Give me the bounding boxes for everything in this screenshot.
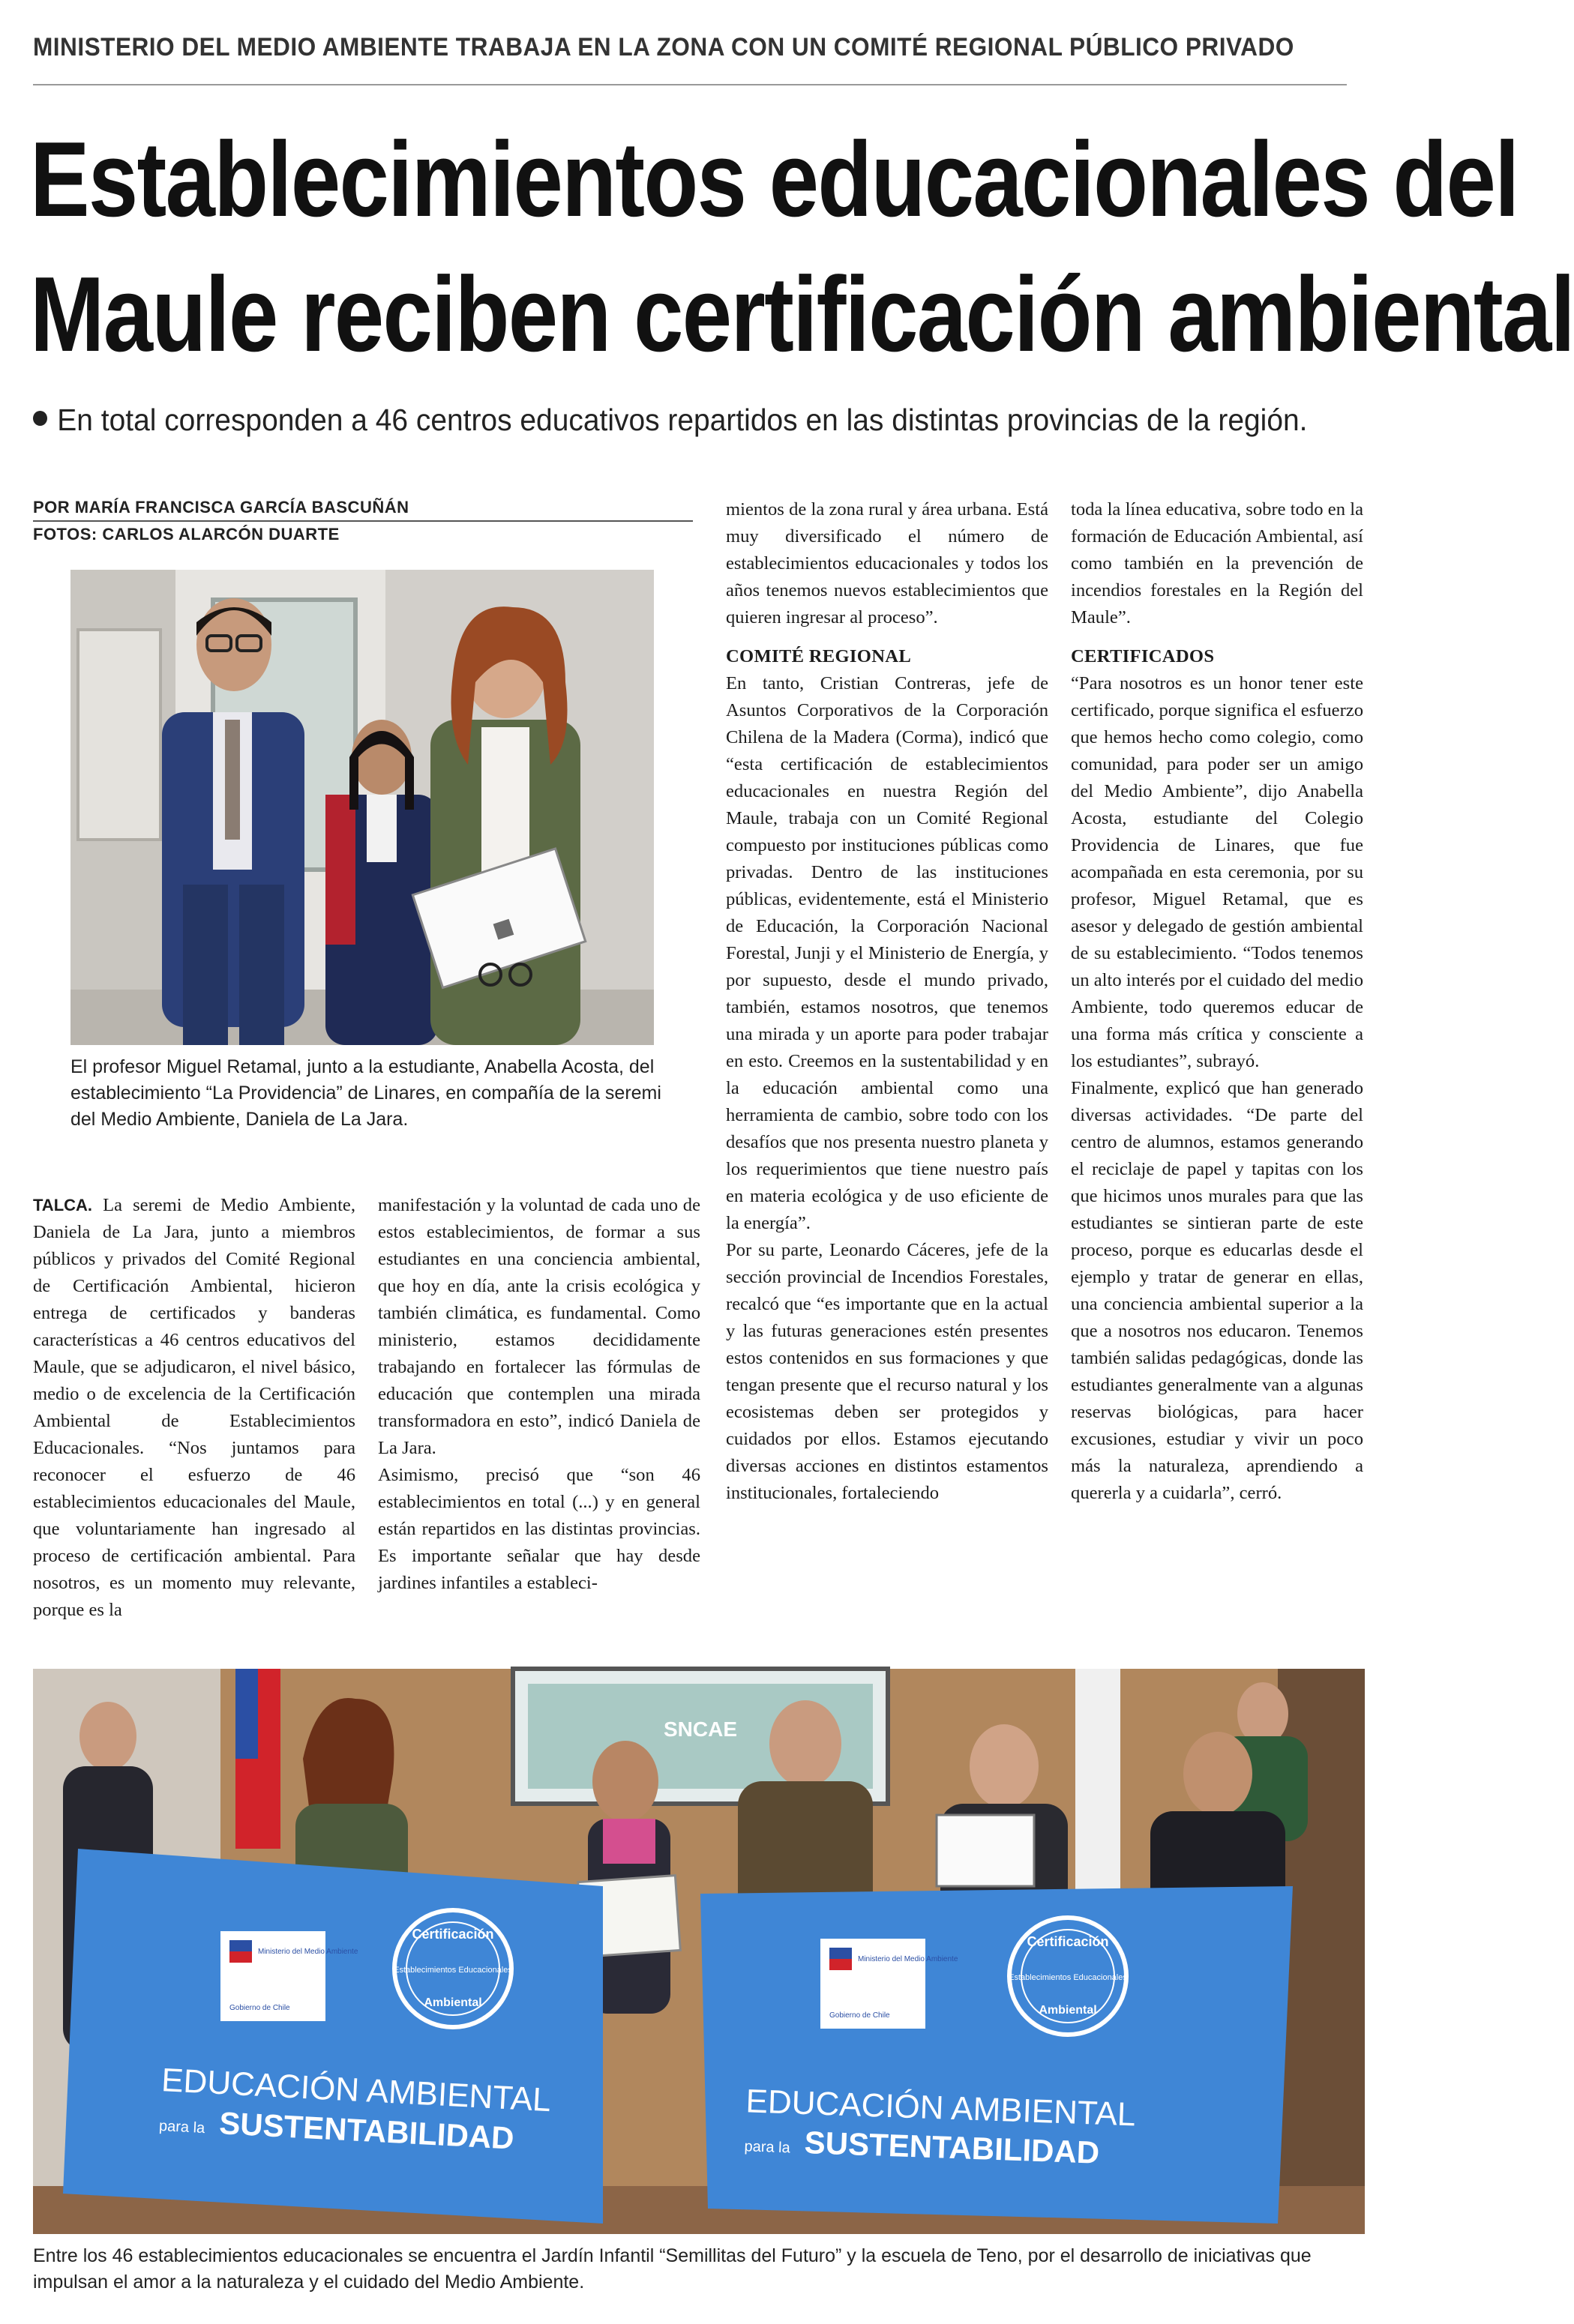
- banner-left-logo-text: Ministerio del Medio Ambiente: [258, 1948, 358, 1956]
- seal-right-top: Certificación: [1027, 1934, 1109, 1949]
- banner-right-gov-text: Gobierno de Chile: [829, 2011, 890, 2020]
- banner-right-para: para la: [744, 2138, 791, 2157]
- deck-text: En total corresponden a 46 centros educativos repartidos en las distintas provincias de la región.: [57, 403, 1308, 437]
- banner-left-line1: EDUCACIÓN AMBIENTAL: [160, 2062, 552, 2119]
- banner-left-gov-text: Gobierno de Chile: [229, 2004, 290, 2012]
- col4-paragraph-0: toda la línea educativa, sobre todo en la formación de Educación Ambiental, así como también en la prevención de incendios forestales en la Región del Maule”.: [1071, 499, 1363, 627]
- col4-subheading: CERTIFICADOS: [1071, 646, 1215, 666]
- column-4: [1071, 496, 1363, 1507]
- column-3: [726, 496, 1048, 1507]
- photo2-caption: Entre los 46 establecimientos educacionales se encuentra el Jardín Infantil “Semillitas del Futuro” y la escuela de Teno, por el desarrollo de iniciativas que impulsan el amor a la naturaleza y el cuidado del Medio Ambiente.: [33, 2245, 1312, 2293]
- col1-paragraph: [33, 1192, 355, 1624]
- col3-paragraph-1: En tanto, Cristian Contreras, jefe de Asuntos Corporativos de la Corporación Chilena de la Madera (Corma), indicó que “esta certificación de establecimientos educacionales en nuestra Región del Maule, trabaja con un Comité Regional compuesto por instituciones públicas como privadas. Dentro de las instituciones públicas, evidentemente, está el Ministerio de Educación, la Corporación Nacional Forestal, Junji y el Ministerio de Energía, y por supuesto, desde el mundo privado, también, estamos nosotros, que tenemos una mirada y un aporte para poder trabajar en esto. Creemos en la sustentabilidad y en la educación ambiental como una herramienta de cambio, sobre todo con los desafíos que nos presenta nuestro planeta y los requerimientos que tiene nuestro país en materia ecológica y de uso eficiente de la energía”.: [726, 673, 1048, 1233]
- dateline: TALCA.: [33, 1196, 93, 1214]
- banner-left-line2: SUSTENTABILIDAD: [218, 2105, 515, 2156]
- bullet-icon: [33, 411, 47, 426]
- column-2: [378, 1192, 700, 1597]
- photo-teacher-student-seremi: [70, 570, 654, 1045]
- column-1: [33, 1192, 355, 1624]
- deck: [33, 399, 1308, 441]
- seal-right-bottom: Ambiental: [1039, 2004, 1097, 2017]
- seal-left-bottom: Ambiental: [424, 1996, 482, 2009]
- photo1-caption: El profesor Miguel Retamal, junto a la estudiante, Anabella Acosta, del establecimiento “La Providencia” de Linares, en compañía de la seremi del Medio Ambiente, Daniela de La Jara.: [70, 1056, 661, 1130]
- section-kicker: MINISTERIO DEL MEDIO AMBIENTE TRABAJA EN LA ZONA CON UN COMITÉ REGIONAL PÚBLICO PRIVADO: [33, 33, 1294, 61]
- screen-label: SNCAE: [663, 1718, 738, 1741]
- headline-line-1: Establecimientos educacionales del: [30, 120, 1519, 239]
- seal-left-top: Certificación: [412, 1927, 494, 1942]
- col3-subheading: COMITÉ REGIONAL: [726, 646, 912, 666]
- headline: [30, 112, 1574, 382]
- banner-right-line1: EDUCACIÓN AMBIENTAL: [745, 2083, 1137, 2134]
- banner-right-logo-text: Ministerio del Medio Ambiente: [858, 1955, 958, 1963]
- banner-right-line2: SUSTENTABILIDAD: [803, 2125, 1100, 2170]
- col4-paragraph-2: Finalmente, explicó que han generado diversas actividades. “De parte del centro de alumnos, estamos generando el reciclaje de papel y tapitas con los que hicimos unos murales para que las estudiantes se sintieran parte de este proceso, porque es educarlas desde el ejemplo y tratar de generar en ellas, una conciencia ambiental superior a la que a nosotros nos educaron. Tenemos también salidas pedagógicas, donde las estudiantes generalmente van a algunas reservas biológicas, para hacer excusiones, estudiar y vivir un poco más la naturaleza, aprendiendo a quererla y a cuidarla”, cerró.: [1071, 1078, 1363, 1503]
- kicker-divider: [33, 84, 1347, 85]
- seal-right-mid: Establecimientos Educacionales: [1009, 1973, 1127, 1982]
- col2-paragraph-2: Asimismo, precisó que “son 46 establecimientos en total (...) y en general están repartidos en las distintas provincias. Es importante señalar que hay desde jardines infantiles a estableci-: [378, 1465, 700, 1593]
- col3-paragraph-0: mientos de la zona rural y área urbana. Está muy diversificado el número de establecimientos educacionales y todos los años tenemos nuevos establecimientos que quieren ingresar al proceso”.: [726, 499, 1048, 627]
- col4-paragraph-1: “Para nosotros es un honor tener este certificado, porque significa el esfuerzo que hemos hecho como colegio, como comunidad, para poder ser un amigo del Medio Ambiente”, dijo Anabella Acosta, estudiante del Colegio Providencia de Linares, que fue acompañada en esta ceremonia, por su profesor, Miguel Retamal, que es asesor y delegado de gestión ambiental de su establecimiento. “Todos tenemos un alto interés por el cuidado del medio Ambiente, todo queremos educar de una forma más crítica y consciente a los estudiantes”, subrayó.: [1071, 673, 1363, 1071]
- photo-group-ceremony: [33, 1669, 1365, 2234]
- col2-paragraph-1: manifestación y la voluntad de cada uno de estos establecimientos, de formar a sus estudiantes en una conciencia ambiental, que hoy en día, ante la crisis ecológica y también climática, es fundamental. Como ministerio, estamos decididamente trabajando en fortalecer las fórmulas de educación que contemplen una mirada transformadora en esto”, indicó Daniela de La Jara.: [378, 1195, 700, 1458]
- byline-author: POR MARÍA FRANCISCA GARCÍA BASCUÑÁN: [33, 498, 409, 517]
- col1-text: La seremi de Medio Ambiente, Daniela de La Jara, junto a miembros públicos y privados del Comité Regional de Certificación Ambiental, hicieron entrega de certificados y banderas características a 46 centros educativos del Maule, que se adjudicaron, el nivel básico, medio o de excelencia de la Certificación Ambiental de Establecimientos Educacionales. “Nos juntamos para reconocer el esfuerzo de 46 establecimientos educacionales del Maule, que voluntariamente han ingresado al proceso de certificación ambiental. Para nosotros, es un momento muy relevante, porque es la: [33, 1195, 355, 1620]
- photo2-illustration: [33, 1669, 1365, 2234]
- byline-photos: FOTOS: CARLOS ALARCÓN DUARTE: [33, 525, 340, 544]
- headline-line-2: Maule reciben certificación ambiental: [30, 255, 1574, 374]
- photo-illustration: [70, 570, 654, 1045]
- banner-left-para: para la: [158, 2117, 205, 2137]
- byline-divider: [33, 520, 693, 522]
- seal-left-mid: Establecimientos Educacionales: [394, 1966, 512, 1975]
- col3-paragraph-2: Por su parte, Leonardo Cáceres, jefe de la sección provincial de Incendios Forestales, recalcó que “es importante que en la actual y las futuras generaciones estén presentes estos contenidos en sus formaciones y que tengan presente que el recurso natural y los ecosistemas deben ser protegidos y cuidados por ellos. Estamos ejecutando diversas acciones en distintos estamentos institucionales, fortaleciendo: [726, 1240, 1048, 1503]
